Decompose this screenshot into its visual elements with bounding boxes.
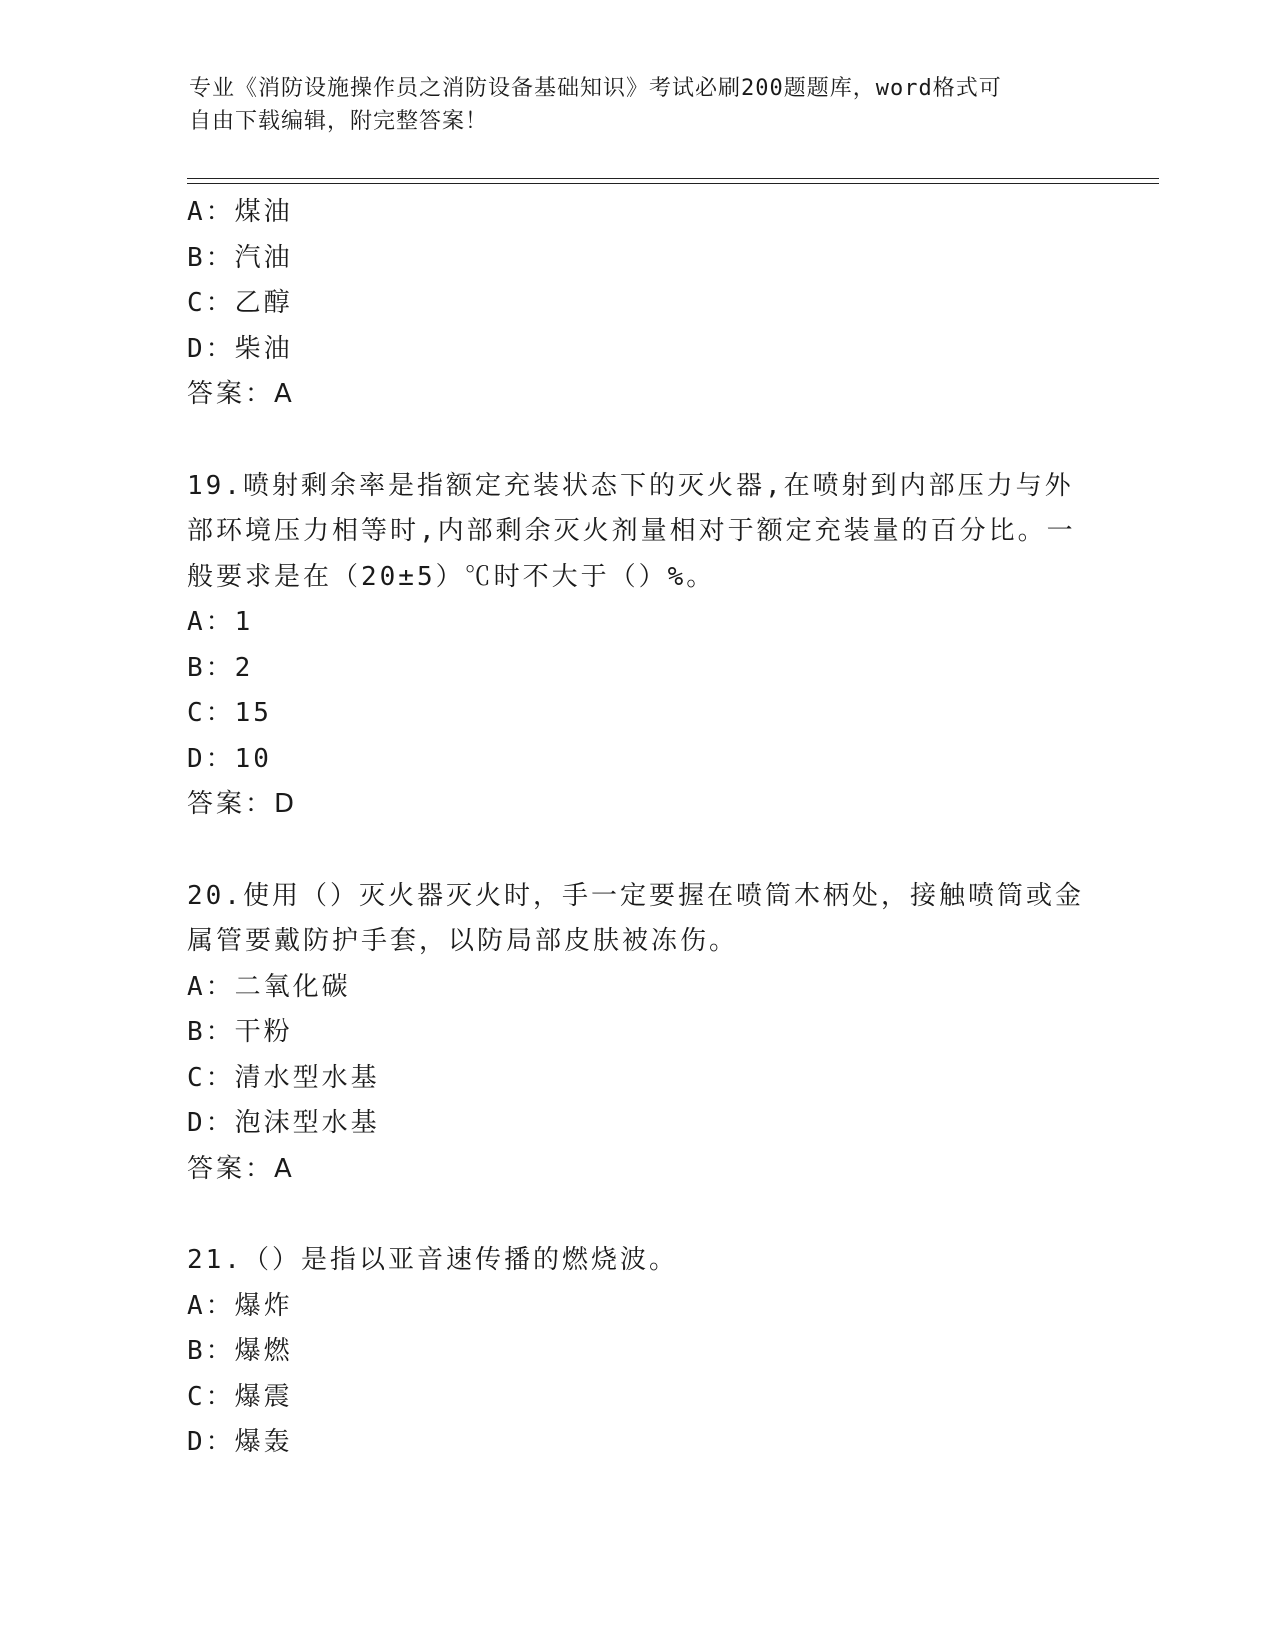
question-text-line: 部环境压力相等时,内部剩余灭火剂量相对于额定充装量的百分比。一 (187, 516, 1076, 546)
question-text-line: 般要求是在（20±5）℃时不大于（）%。 (187, 561, 716, 592)
option-d: D：柴油 (187, 333, 293, 364)
header-rule-bottom (187, 183, 1159, 184)
option-b: B：汽油 (187, 242, 293, 273)
option-c: C：乙醇 (187, 288, 293, 318)
answer-line: 答案：D (187, 789, 298, 819)
option-d: D：泡沫型水基 (187, 1108, 380, 1138)
question-text-line: 20.使用（）灭火器灭火时，手一定要握在喷筒木柄处，接触喷筒或金 (187, 880, 1084, 911)
question-text-line: 19.喷射剩余率是指额定充装状态下的灭火器,在喷射到内部压力与外 (187, 470, 1074, 501)
question-text-line: 属管要戴防护手套，以防局部皮肤被冻伤。 (187, 926, 739, 956)
answer-line: 答案：A (187, 379, 295, 409)
question-block-21 (187, 1238, 1087, 1466)
option-a: A：煤油 (187, 197, 293, 227)
option-b: B：爆燃 (187, 1336, 293, 1366)
option-c: C：15 (187, 698, 272, 728)
block-spacer (187, 1192, 1087, 1238)
question-text-line: 21.（）是指以亚音速传播的燃烧波。 (187, 1245, 678, 1275)
option-b: B：2 (187, 652, 254, 683)
option-c: C：爆震 (187, 1381, 293, 1412)
option-b: B：干粉 (187, 1017, 293, 1047)
block-spacer (187, 418, 1087, 464)
question-list (187, 190, 1087, 1466)
question-block-19 (187, 464, 1087, 828)
question-block-18 (187, 190, 1087, 418)
header-line-1: 专业《消防设施操作员之消防设备基础知识》考试必刷200题题库，word格式可 (189, 76, 1002, 101)
option-d: D：10 (187, 743, 272, 774)
option-a: A：二氧化碳 (187, 971, 351, 1002)
header-rule-top (187, 178, 1159, 179)
option-c: C：清水型水基 (187, 1062, 380, 1093)
answer-line: 答案：A (187, 1153, 295, 1184)
header-line-2: 自由下载编辑，附完整答案！ (189, 109, 489, 134)
option-a: A：爆炸 (187, 1290, 293, 1321)
option-d: D：爆轰 (187, 1427, 293, 1457)
block-spacer (187, 828, 1087, 874)
option-a: A：1 (187, 607, 254, 637)
question-block-20 (187, 874, 1087, 1193)
document-header (189, 72, 1069, 138)
